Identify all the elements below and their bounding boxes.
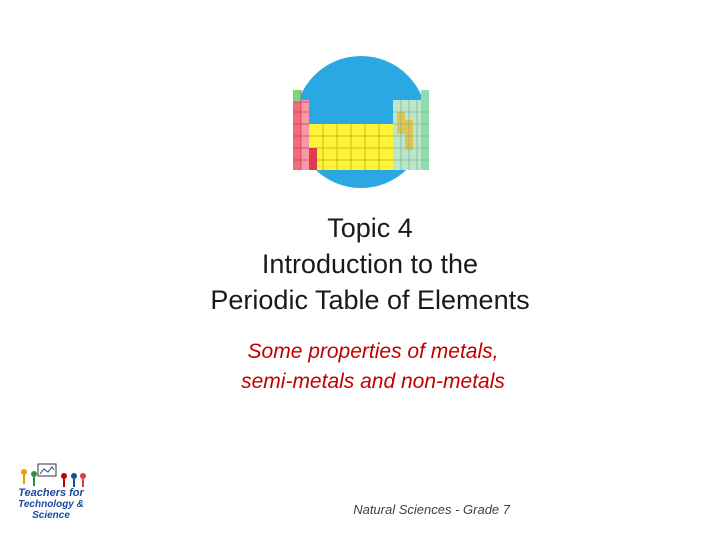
subtitle-line: Some properties of metals,	[247, 340, 499, 363]
periodic-table-icon	[285, 56, 437, 188]
slide-subtitle	[0, 337, 720, 397]
title-line: Periodic Table of Elements	[210, 285, 530, 315]
teachers-logo	[10, 462, 92, 524]
subtitle-line: semi-metals and non-metals	[241, 370, 505, 393]
title-line: Topic 4	[327, 213, 413, 243]
logo-line-1: Teachers for	[18, 487, 84, 499]
title-line: Introduction to the	[261, 249, 479, 279]
slide-title	[0, 210, 720, 318]
logo-text	[10, 488, 92, 521]
slide-footer: Natural Sciences - Grade 7	[353, 502, 510, 517]
logo-figures-icon	[10, 462, 92, 490]
logo-line-2: Technology & Science	[18, 499, 84, 521]
